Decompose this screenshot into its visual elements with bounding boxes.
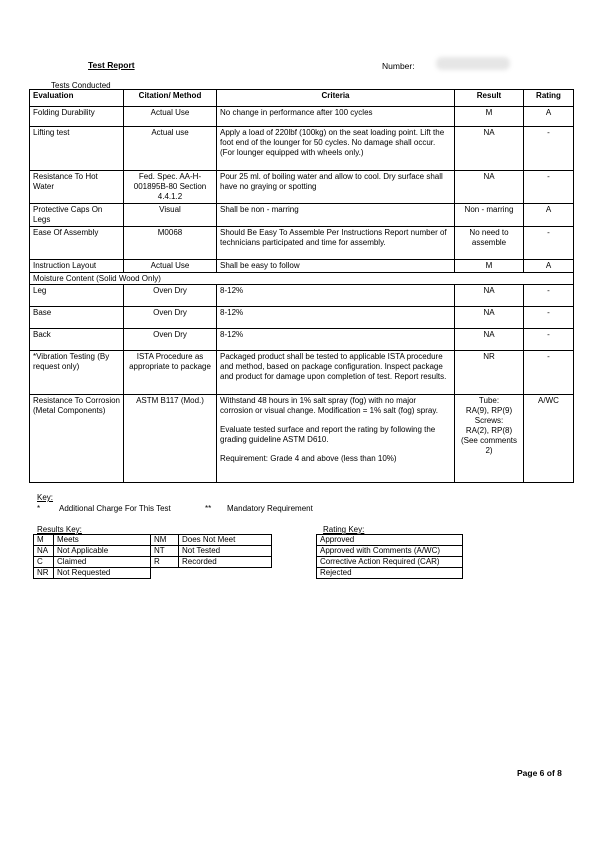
table-row [30,307,574,329]
table-row [30,171,574,204]
table-row [30,227,574,260]
result-line: Screws: [474,416,504,425]
cell-result: M [455,260,524,273]
cell-criteria: Apply a load of 220lbf (100kg) on the seat loading point. Lift the foot end of the lounger for 50 cycles. No damage shall occur. (For lounger equipped with wheels only.) [217,127,455,171]
rating-key-item: Approved with Comments (A/WC) [317,546,463,557]
table-row [30,204,574,227]
cell-evaluation: Resistance To Corrosion (Metal Components) [30,395,124,483]
redacted-number [436,57,510,70]
col-evaluation: Evaluation [30,90,124,107]
cell-method: ISTA Procedure as appropriate to package [124,351,217,395]
rating-key-title: Rating Key: [323,525,365,534]
cell-result: Non - marring [455,204,524,227]
cell-rating: - [524,285,574,307]
key-code: C [34,557,54,568]
cell-evaluation: Lifting test [30,127,124,171]
table-row [30,285,574,307]
key-code: NT [151,546,179,557]
cell-rating: A [524,107,574,127]
result-line: RA(9), RP(9) [465,406,513,415]
col-rating: Rating [524,90,574,107]
cell-rating: - [524,329,574,351]
cell-criteria: Packaged product shall be tested to applicable ISTA procedure and method, based on package configuration. Inspect package and product for damage upon completion of test. Report results. [217,351,455,395]
cell-result: NA [455,307,524,329]
table-row [30,351,574,395]
report-title: Test Report [88,60,135,70]
cell-method: Oven Dry [124,329,217,351]
cell-method: M0068 [124,227,217,260]
table-row [30,127,574,171]
key-code: R [151,557,179,568]
cell-method: ASTM B117 (Mod.) [124,395,217,483]
cell-evaluation: Base [30,307,124,329]
cell-rating: - [524,227,574,260]
cell-method: Actual Use [124,107,217,127]
cell-rating: - [524,171,574,204]
cell-criteria: Pour 25 ml. of boiling water and allow to cool. Dry surface shall have no graying or spotting [217,171,455,204]
table-header-row [30,90,574,107]
key-code: NR [34,568,54,579]
rating-key-table [316,534,463,579]
cell-criteria: Shall be non - marring [217,204,455,227]
key-code: NA [34,546,54,557]
key-meaning: Claimed [54,557,151,568]
result-line: Tube: [478,396,500,405]
cell-criteria: Should Be Easy To Assemble Per Instructions Report number of technicians participated and time for assembly. [217,227,455,260]
col-result: Result [455,90,524,107]
cell-method: Visual [124,204,217,227]
tests-conducted-label: Tests Conducted [51,81,111,90]
result-line: RA(2), RP(8) [465,426,513,435]
cell-result: No need to assemble [455,227,524,260]
results-key-title: Results Key: [37,525,82,534]
cell-evaluation: Protective Caps On Legs [30,204,124,227]
cell-evaluation: Resistance To Hot Water [30,171,124,204]
criteria-paragraph-2: Evaluate tested surface and report the rating by following the grading guideline ASTM D610. [220,425,436,444]
key-meaning: Does Not Meet [179,535,272,546]
key-meaning: Not Tested [179,546,272,557]
criteria-paragraph-1: Withstand 48 hours in 1% salt spray (fog) with no major corrosion or visual change. Modification = 1% salt (fog) spray. [220,396,438,415]
cell-result: NA [455,171,524,204]
cell-method: Oven Dry [124,285,217,307]
table-row-corrosion [30,395,574,483]
key-code: M [34,535,54,546]
cell-method: Fed. Spec. AA-H-001895B-80 Section 4.4.1.2 [124,171,217,204]
cell-evaluation: Instruction Layout [30,260,124,273]
table-row [30,260,574,273]
key-legend [37,504,313,513]
key-meaning: Recorded [179,557,272,568]
col-method: Citation/ Method [124,90,217,107]
cell-method: Oven Dry [124,307,217,329]
cell-criteria: Shall be easy to follow [217,260,455,273]
key-title: Key: [37,493,54,502]
results-key-row [34,535,272,546]
key-double-star-text: Mandatory Requirement [227,504,313,513]
rating-key-item: Rejected [317,568,463,579]
cell-result: NR [455,351,524,395]
report-number-label: Number: [382,61,415,71]
section-moisture-content: Moisture Content (Solid Wood Only) [30,273,574,285]
cell-result: M [455,107,524,127]
rating-key-item: Approved [317,535,463,546]
criteria-paragraph-3: Requirement: Grade 4 and above (less than 10%) [220,454,397,463]
cell-criteria [217,395,455,483]
cell-evaluation: *Vibration Testing (By request only) [30,351,124,395]
key-double-star: ** [205,504,212,513]
cell-result: NA [455,329,524,351]
rating-key-item: Corrective Action Required (CAR) [317,557,463,568]
cell-rating: A [524,260,574,273]
cell-rating: - [524,351,574,395]
key-empty [179,568,272,579]
cell-evaluation: Ease Of Assembly [30,227,124,260]
cell-rating: - [524,307,574,329]
key-meaning: Not Requested [54,568,151,579]
key-code: NM [151,535,179,546]
result-line: (See comments 2) [460,436,518,455]
test-results-table [29,89,574,483]
table-row [30,107,574,127]
cell-rating: - [524,127,574,171]
key-meaning: Not Applicable [54,546,151,557]
cell-criteria: 8-12% [217,329,455,351]
cell-method: Actual use [124,127,217,171]
cell-rating: A/WC [524,395,574,483]
table-row [30,329,574,351]
results-key-table [33,534,272,579]
cell-criteria: No change in performance after 100 cycles [217,107,455,127]
cell-result [455,395,524,483]
key-star: * [37,504,41,513]
results-key-row [34,568,272,579]
results-key-row [34,546,272,557]
key-star-text: Additional Charge For This Test [59,504,171,513]
cell-criteria: 8-12% [217,307,455,329]
key-meaning: Meets [54,535,151,546]
cell-result: NA [455,285,524,307]
cell-rating: A [524,204,574,227]
results-key-row [34,557,272,568]
page-number: Page 6 of 8 [517,768,562,778]
col-criteria: Criteria [217,90,455,107]
cell-result: NA [455,127,524,171]
key-empty [151,568,179,579]
section-row [30,273,574,285]
cell-evaluation: Leg [30,285,124,307]
cell-criteria: 8-12% [217,285,455,307]
cell-evaluation: Back [30,329,124,351]
cell-method: Actual Use [124,260,217,273]
cell-evaluation: Folding Durability [30,107,124,127]
